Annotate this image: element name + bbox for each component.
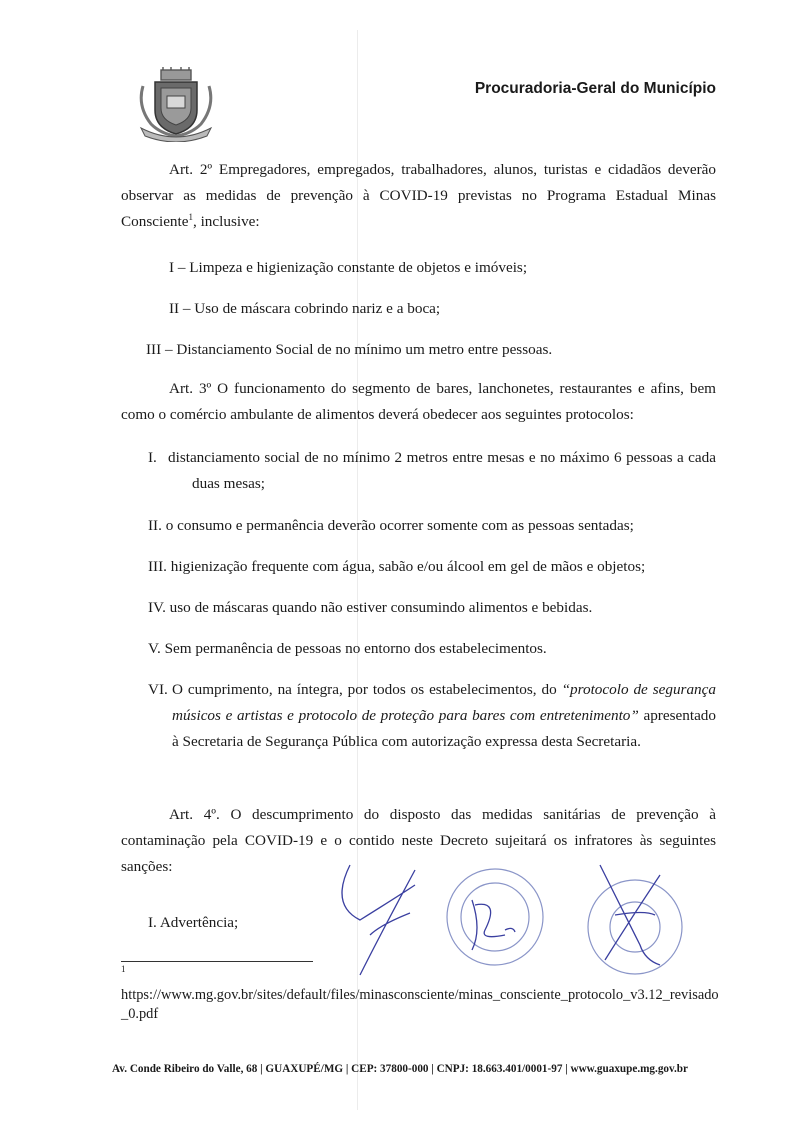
art3-item-2: II. o consumo e permanência deverão ocorrer somente com as pessoas sentadas; [148,517,634,534]
art4-item-1: I. Advertência; [148,914,239,931]
stamp-1 [447,869,543,965]
signature-1 [342,865,415,975]
art3-item-5: V. Sem permanência de pessoas no entorno dos estabelecimentos. [148,640,547,657]
stamp-2 [588,880,682,974]
municipal-crest-icon [135,66,217,142]
signatures-and-stamps [330,855,700,985]
item-text: distanciamento social de no mínimo 2 metros entre mesas e no máximo 6 pessoas a cada duas mesas; [168,449,716,492]
art2-item-1: I – Limpeza e higienização constante de objetos e imóveis; [169,259,528,276]
item-number: VI. [148,681,168,698]
signature-2 [472,900,515,950]
art3-item-1 [148,445,716,497]
art3-item-3: III. higienização frequente com água, sabão e/ou álcool em gel de mãos e objetos; [148,558,646,575]
art3-item-4: IV. uso de máscaras quando não estiver consumindo alimentos e bebidas. [148,599,593,616]
footnote-rule [121,961,313,962]
art2-text-end: , inclusive: [192,213,260,230]
item-number: I. [148,449,157,466]
footnote-ref: 1 [188,211,193,222]
art2-item-2: II – Uso de máscara cobrindo nariz e a boca; [169,300,441,317]
art2-item-3: III – Distanciamento Social de no mínimo um metro entre pessoas. [146,341,553,358]
art4-paragraph: Art. 4º. O descumprimento do disposto das medidas sanitárias de prevenção à contaminação pela COVID-19 e o contido neste Decreto sujeitará os infratores às seguintes sanções: [121,806,716,875]
header-institution: Procuradoria-Geral do Município [474,80,716,97]
art2-paragraph [121,157,716,235]
footnote-mark: 1 [121,964,126,974]
footer-address: Av. Conde Ribeiro do Valle, 68 | GUAXUPÉ/MG | CEP: 37800-000 | CNPJ: 18.663.401/0001-97 | www.guaxupe.mg.gov.br [112,1063,688,1075]
art3-paragraph: Art. 3º O funcionamento do segmento de bares, lanchonetes, restaurantes e afins, bem como o comércio ambulante de alimentos deverá obedecer aos seguintes protocolos: [121,380,716,423]
footnote-url[interactable]: https://www.mg.gov.br/sites/default/files/minasconsciente/minas_consciente_protocolo_v3.12_revisado_0.pdf [121,987,719,1022]
art3-item-6 [148,677,716,755]
item-text: O cumprimento, na íntegra, por todos os estabelecimentos, do “protocolo de segurança músicos e artistas e protocolo de proteção para bares com entretenimento” apresentado à Secretaria de Segurança Pública com autorização expressa desta Secretaria. [172,681,716,750]
art2-text: Art. 2º Empregadores, empregados, trabalhadores, alunos, turistas e cidadãos deverão observar as medidas de prevenção à COVID-19 previstas no Programa Estadual Minas Consciente [121,161,716,230]
